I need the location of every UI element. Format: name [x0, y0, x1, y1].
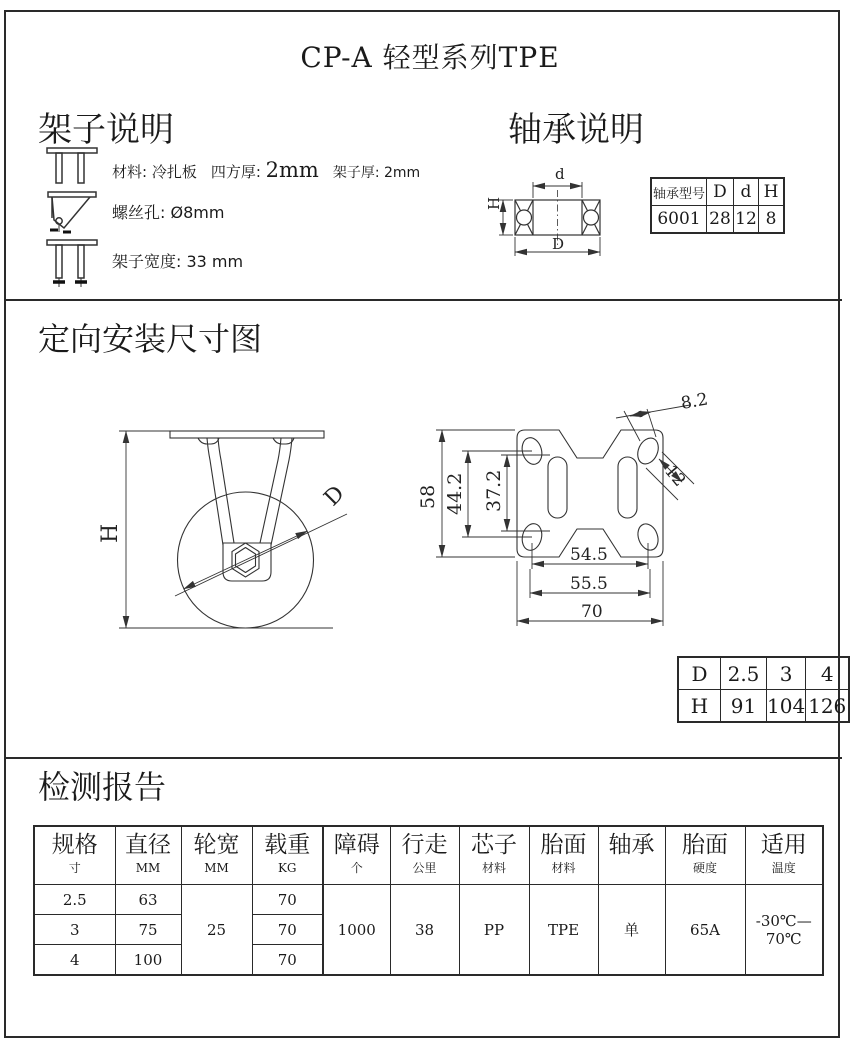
- plate-dim-44-2: 44.2: [444, 472, 466, 515]
- header-main: 轮宽: [193, 832, 240, 858]
- report-section-heading: 检测报告: [38, 768, 167, 806]
- report-header-row: [34, 826, 823, 885]
- table-cell: 3: [34, 915, 115, 945]
- bearing-dim-d-label: d: [555, 165, 565, 183]
- plate-dim-8-2: 8.2: [679, 389, 710, 414]
- table-cell: 3: [767, 657, 806, 690]
- header-main: 胎面: [540, 832, 587, 858]
- table-cell: d: [734, 178, 759, 206]
- header-main: 直径: [125, 832, 171, 858]
- header-sub: 寸: [68, 861, 81, 875]
- frame-material-text: 材料: 冷扎板: [112, 163, 197, 181]
- caster-side-view-drawing: [95, 405, 405, 670]
- frame-plate-icon: [46, 146, 98, 186]
- column-header-obstacles: [323, 826, 390, 885]
- header-sub: MM: [135, 861, 161, 875]
- table-cell: 2.5: [721, 657, 767, 690]
- plate-dim-37-2: 37.2: [483, 469, 505, 512]
- table-cell: 2.5: [34, 885, 115, 915]
- header-main: 适用: [760, 832, 807, 858]
- table-cell: 8: [759, 206, 785, 234]
- header-sub: 公里: [412, 861, 437, 875]
- plate-dim-70: 70: [581, 602, 603, 622]
- bearing-table-header-row: [651, 178, 784, 206]
- table-cell: 104: [767, 690, 806, 723]
- column-header-temperature: [745, 826, 823, 885]
- header-main: 胎面: [682, 832, 728, 858]
- table-cell: 4: [806, 657, 850, 690]
- table-cell: 4: [34, 945, 115, 976]
- column-header-wheel-width: [181, 826, 252, 885]
- side-view-dim-D-label: D: [319, 481, 350, 512]
- table-cell-hardness: 65A: [665, 885, 745, 976]
- frame-section-heading: 架子说明: [38, 110, 174, 150]
- table-cell-obstacles: 1000: [323, 885, 390, 976]
- table-cell: D: [678, 657, 721, 690]
- report-data-row: [34, 885, 823, 915]
- table-cell-core: PP: [459, 885, 529, 976]
- table-cell: 70: [252, 885, 323, 915]
- column-header-diameter: [115, 826, 181, 885]
- column-header-load: [252, 826, 323, 885]
- header-sub: 个: [350, 861, 363, 875]
- column-header-hardness: [665, 826, 745, 885]
- header-sub: 硬度: [692, 861, 717, 875]
- header-main: 载重: [264, 832, 311, 858]
- section-divider-2: [4, 757, 842, 759]
- frame-width-icon: [44, 238, 100, 290]
- table-cell: 126: [806, 690, 850, 723]
- bearing-section-heading: 轴承说明: [508, 110, 644, 150]
- table-cell: 63: [115, 885, 181, 915]
- header-sub: 温度: [771, 861, 796, 875]
- frame-thickness-text: 架子厚: 2mm: [332, 165, 421, 181]
- column-header-tread-material: [529, 826, 598, 885]
- page-title: CP-A 轻型系列TPE: [300, 41, 560, 74]
- dh-table-row-d: [678, 657, 849, 690]
- table-cell: D: [707, 178, 734, 206]
- header-sub: KG: [277, 861, 297, 875]
- side-view-dim-H-label: H: [98, 523, 123, 543]
- header-sub: 材料: [481, 861, 506, 875]
- plate-dim-58: 58: [417, 484, 439, 509]
- header-main: 行走: [401, 832, 448, 858]
- table-cell: 28: [707, 206, 734, 234]
- bearing-table-value-row: [651, 206, 784, 234]
- frame-item-2-label: 螺丝孔: Ø8mm: [112, 203, 225, 222]
- table-cell: 6001: [651, 206, 707, 234]
- top-plate-view-drawing: [417, 385, 730, 630]
- table-cell: 轴承型号: [651, 178, 707, 206]
- section-divider-1: [4, 299, 842, 301]
- table-cell: 70: [252, 945, 323, 976]
- dh-table-row-h: [678, 690, 849, 723]
- header-main: 规格: [51, 832, 98, 858]
- column-header-core: [459, 826, 529, 885]
- dh-size-table: [677, 656, 850, 723]
- bearing-table: [650, 177, 785, 234]
- table-cell-temperature: -30℃—70℃: [745, 885, 823, 976]
- header-sub: MM: [204, 861, 229, 875]
- table-cell: H: [678, 690, 721, 723]
- frame-square-thickness-label: 四方厚:: [210, 163, 266, 181]
- screw-hole-icon: [44, 190, 100, 238]
- table-cell: 12: [734, 206, 759, 234]
- column-header-size: [34, 826, 115, 885]
- plate-dim-12: 12: [660, 461, 690, 491]
- frame-item-1-label: [112, 158, 420, 182]
- table-cell: 75: [115, 915, 181, 945]
- table-cell: 91: [721, 690, 767, 723]
- header-main: 障碍: [333, 832, 380, 858]
- frame-square-thickness-value: 2mm: [265, 158, 319, 182]
- table-cell-wheel-width: 25: [181, 885, 252, 976]
- bearing-dim-h-label: H: [485, 196, 503, 210]
- bearing-dim-D-label: D: [552, 235, 565, 253]
- bearing-diagram: [485, 165, 632, 260]
- plate-dim-54-5: 54.5: [570, 545, 608, 565]
- table-cell-tread-material: TPE: [529, 885, 598, 976]
- table-cell-bearing: 单: [598, 885, 665, 976]
- plate-dim-55-5: 55.5: [570, 574, 608, 594]
- header-main: 芯子: [471, 832, 517, 858]
- header-main: 轴承: [608, 832, 655, 858]
- header-sub: 材料: [551, 861, 576, 875]
- column-header-bearing: [598, 826, 665, 885]
- install-section-heading: 定向安装尺寸图: [38, 320, 263, 358]
- frame-item-3-label: 架子宽度: 33 mm: [112, 252, 244, 271]
- test-report-table: [33, 825, 824, 976]
- table-cell: H: [759, 178, 785, 206]
- table-cell: 100: [115, 945, 181, 976]
- column-header-distance: [390, 826, 459, 885]
- table-cell-distance: 38: [390, 885, 459, 976]
- table-cell: 70: [252, 915, 323, 945]
